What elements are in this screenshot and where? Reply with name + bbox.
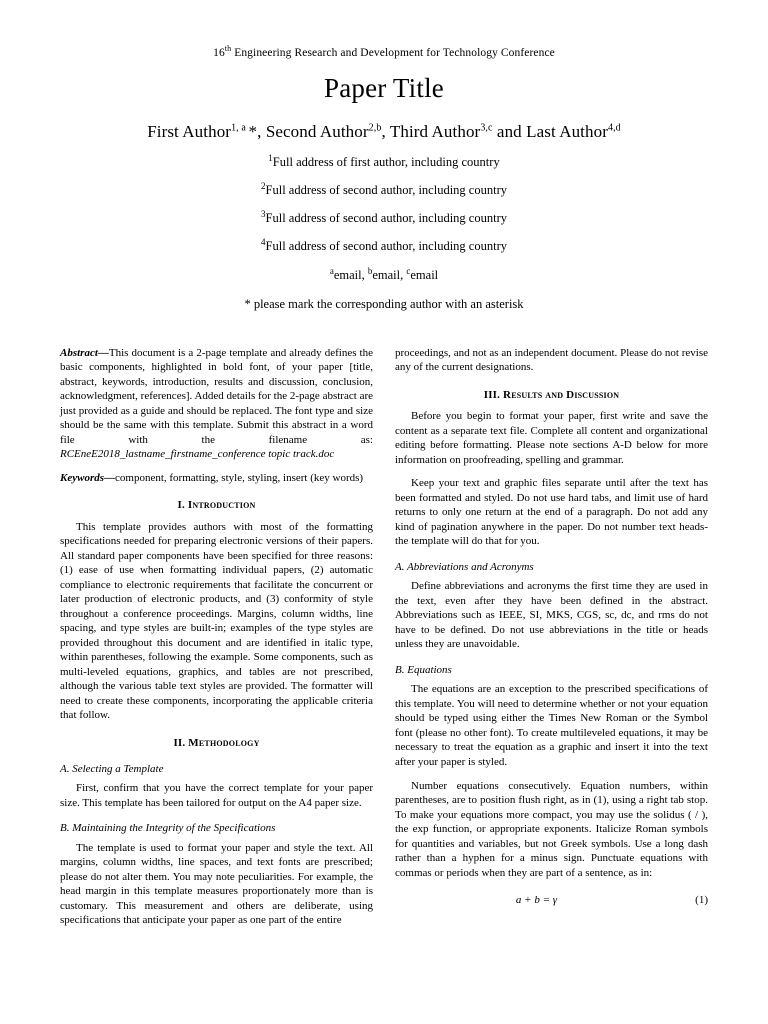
email-a: email, — [333, 268, 368, 283]
author-4-affiliation-marker: 4,d — [607, 122, 621, 134]
right-column — [395, 346, 708, 928]
affiliation-line — [60, 181, 708, 198]
affiliation-line — [60, 209, 708, 226]
affiliation-marker: 4 — [261, 237, 266, 248]
conference-ordinal-suffix: th — [224, 44, 232, 53]
email-c: email — [410, 268, 439, 283]
keywords-paragraph — [60, 471, 373, 486]
email-marker-b: b — [367, 266, 373, 277]
maintaining-integrity-paragraph: The template is used to format your paper and style the text. All margins, column widths, line spaces, and text fonts are prescribed; please do not alter them. You may note peculiarities. For example, the head margin in this template measures proportionately more than is customary. This measurement and others are deliberate, using specifications that anticipate your paper as one part of the entire — [60, 841, 373, 927]
subsection-heading-equations: B. Equations — [395, 663, 452, 676]
equation-body: a + b = γ — [515, 894, 558, 907]
author-2-affiliation-marker: 2,b — [368, 122, 382, 134]
abbreviations-paragraph: Define abbreviations and acronyms the first time they are used in the text, even after they have been defined in the abstract. Abbreviations such as IEEE, SI, MKS, CGS, sc, dc, and rms do not have to be defined. Do not use abbreviations in the title or heads unless they are unavoidable. — [395, 580, 708, 651]
author-1-affiliation-marker: 1, a — [231, 122, 249, 134]
page-title: Paper Title — [324, 72, 444, 103]
selecting-template-paragraph: First, confirm that you have the correct template for your paper size. This template has been tailored for output on the A4 paper size. — [60, 782, 373, 809]
section-heading-results-and-discussion: III. Results and Discussion — [483, 388, 620, 401]
author-4-name: Last Author — [526, 121, 608, 141]
author-separator-3: and — [492, 121, 527, 141]
results-paragraph-2: Keep your text and graphic files separate until after the text has been formatted and styled. Do not use hard tabs, and limit use of hard returns to only one return at the end of a paragraph. Do not add any kind of pagination anywhere in the paper. Do not number text heads-the template will do that for you. — [395, 477, 708, 548]
conference-name: Engineering Research and Development for Technology Conference — [231, 46, 555, 59]
left-column — [60, 346, 373, 928]
keywords-text: component, formatting, style, styling, insert (key words) — [115, 471, 364, 484]
email-marker-c: c — [406, 266, 411, 277]
affiliation-line — [60, 237, 708, 254]
affiliation-text: Full address of second author, including country — [265, 211, 507, 226]
affiliation-text: Full address of second author, including country — [265, 239, 507, 254]
subsection-heading-maintaining-integrity: B. Maintaining the Integrity of the Specifications — [60, 822, 276, 835]
affiliation-marker: 2 — [261, 180, 266, 191]
subsection-heading-selecting-a-template: A. Selecting a Template — [60, 762, 164, 775]
author-separator-2: , — [381, 121, 390, 141]
author-1-name: First Author — [147, 121, 232, 141]
corresponding-asterisk: * — [248, 121, 258, 141]
results-paragraph-1: Before you begin to format your paper, first write and save the content as a separate text file. Complete all content and organizational editing before formatting. Please note sections A-D below for more information on proofreading, spelling and grammar. — [395, 410, 708, 466]
email-line — [60, 266, 708, 283]
subsection-heading-abbreviations-and-acronyms: A. Abbreviations and Acronyms — [395, 560, 534, 573]
equation-1 — [395, 893, 708, 908]
equation-number: (1) — [695, 894, 708, 907]
keywords-label: Keywords— — [60, 471, 115, 484]
affiliation-marker: 1 — [268, 152, 273, 163]
section-heading-methodology: II. Methodology — [173, 736, 260, 749]
continued-paragraph: proceedings, and not as an independent document. Please do not revise any of the current designations. — [395, 346, 708, 374]
body-columns — [60, 346, 708, 928]
conference-number: 16 — [213, 46, 225, 59]
introduction-paragraph: This template provides authors with most of the formatting specifications needed for preparing electronic versions of their papers. All standard paper components have been specified for three reasons: (1) ease of use when formatting individual papers, (2) automatic compliance to electronic requirements that facilitate the concurrent or later production of electronic products, and (3) conformity of style throughout a conference proceedings. Margins, column widths, line spacing, and type styles are built-in; examples of the type styles are provided throughout this document and are identified in italic type, within parentheses, following the example. Some components, such as multi-leveled equations, graphics, and tables are not prescribed, although the various table text styles are provided. The formatter will need to create these components, incorporating the applicable criteria that follow. — [60, 520, 373, 722]
abstract-paragraph — [60, 346, 373, 462]
section-heading-introduction: I. Introduction — [177, 499, 256, 512]
abstract-filename: RCEneE2018_lastname_firstname_conference topic track.doc — [60, 448, 335, 461]
email-marker-a: a — [329, 266, 334, 277]
affiliation-marker: 3 — [261, 209, 266, 220]
abstract-text: This document is a 2-page template and already defines the basic components, highlighted in bold font, of your paper [title, abstract, keywords, introduction, results and discussion, conclusion, acknowledgment, references]. Added details for the 2-page abstract are just provided as a guide and should be replaced. The font type and size should be the same with this template. Submit this abstract in a word file with the filename as: — [60, 346, 373, 446]
author-list — [60, 122, 708, 142]
equations-paragraph-2: Number equations consecutively. Equation numbers, within parentheses, are to position flush right, as in (1), using a right tab stop. To make your equations more compact, you may use the solidus ( / ), the exp function, or appropriate exponents. Italicize Roman symbols for quantities and variables, but not Greek symbols. Use a long dash rather than a hyphen for a minus sign. Punctuate equations with commas or periods when they are part of a sentence, as in: — [395, 779, 708, 879]
author-3-name: Third Author — [389, 121, 481, 141]
affiliation-text: Full address of first author, including country — [272, 154, 500, 169]
corresponding-author-note: * please mark the corresponding author with an asterisk — [244, 296, 524, 311]
author-2-name: Second Author — [265, 121, 369, 141]
email-b: email, — [372, 268, 407, 283]
affiliation-text: Full address of second author, including country — [265, 183, 507, 198]
author-3-affiliation-marker: 3,c — [480, 122, 493, 134]
conference-header — [60, 44, 708, 59]
equations-paragraph-1: The equations are an exception to the prescribed specifications of this template. You will need to determine whether or not your equation should be typed using either the Times New Roman or the Symbol font (please no other font). To create multileveled equations, it may be necessary to treat the equation as a graphic and insert it into the text after your paper is styled. — [395, 683, 708, 768]
abstract-label: Abstract— — [60, 346, 109, 359]
author-separator-1: , — [257, 121, 266, 141]
affiliation-line — [60, 153, 708, 170]
